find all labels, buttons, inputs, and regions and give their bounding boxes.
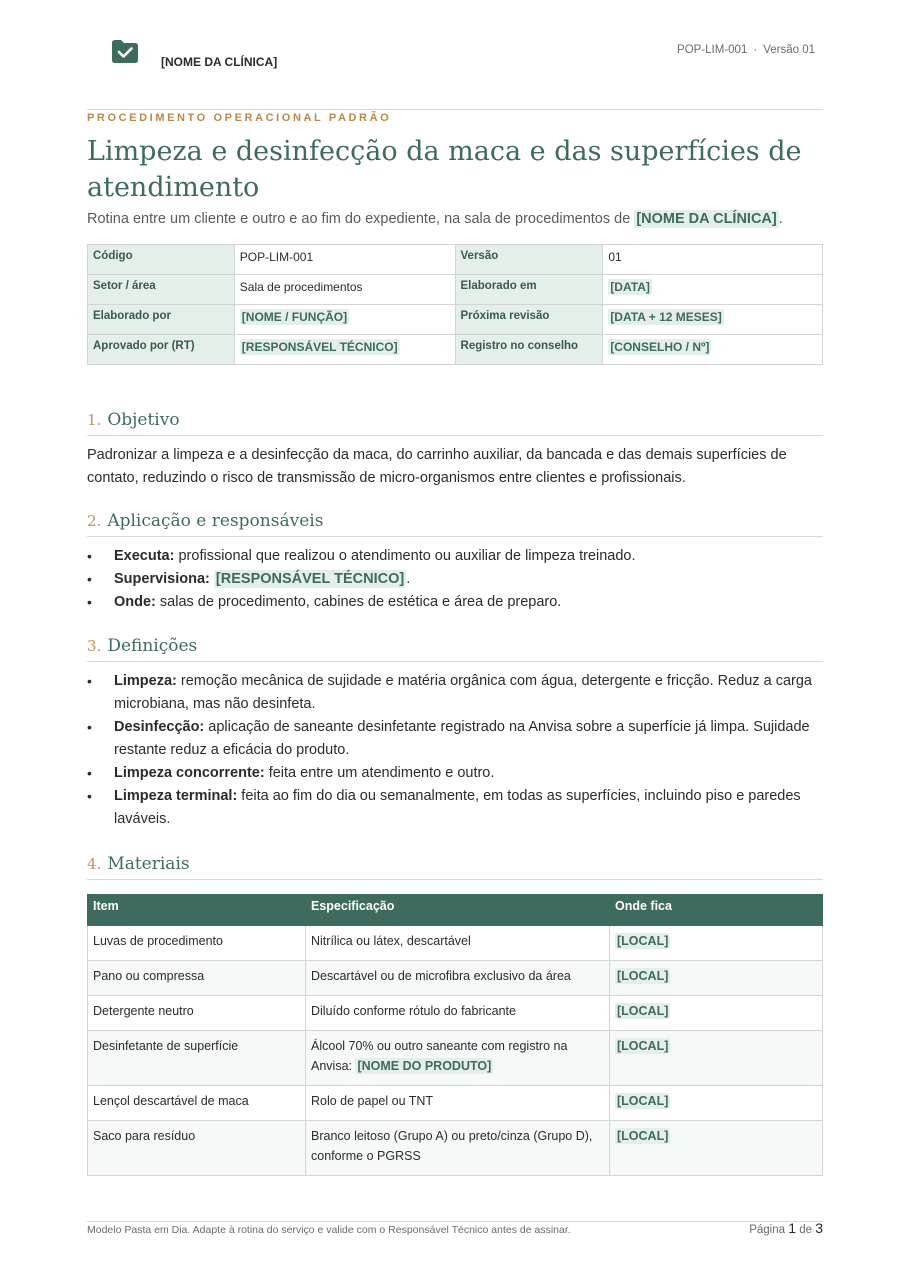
metadata-value xyxy=(603,245,823,275)
specification-text: Branco leitoso (Grupo A) ou preto/cinza (Grupo D), conforme o PGRSS xyxy=(311,1129,593,1163)
header-divider xyxy=(87,109,823,110)
location-cell xyxy=(610,961,823,996)
location-placeholder: [LOCAL] xyxy=(617,1004,669,1018)
document-version: Versão 01 xyxy=(763,44,815,56)
location-cell xyxy=(610,1086,823,1121)
section-heading-definicoes xyxy=(87,636,823,662)
list-item xyxy=(87,670,823,716)
metadata-key: Setor / área xyxy=(88,275,235,305)
specification-cell xyxy=(306,1086,610,1121)
subtitle-text: Rotina entre um cliente e outro e ao fim do expediente, na sala de procedimentos de xyxy=(87,211,635,227)
section-title: Definições xyxy=(107,636,198,656)
metadata-key: Elaborado por xyxy=(88,305,235,335)
clinic-name: [NOME DA CLÍNICA] xyxy=(161,55,278,69)
list-item xyxy=(87,568,823,591)
page-total: 3 xyxy=(815,1220,823,1236)
folder-check-icon xyxy=(111,38,139,64)
document-reference xyxy=(677,44,815,56)
list-item xyxy=(87,716,823,762)
item-label: Executa: xyxy=(114,548,175,564)
item-text: remoção mecânica de sujidade e matéria orgânica com água, detergente e fricção. Reduz a carga microbiana, mas não desinfeta. xyxy=(114,673,812,712)
separator: · xyxy=(753,44,758,56)
item-label: Supervisiona: xyxy=(114,571,210,587)
metadata-key: Elaborado em xyxy=(455,275,603,305)
definitions-list xyxy=(87,670,823,831)
placeholder-value: [RESPONSÁVEL TÉCNICO] xyxy=(241,340,398,354)
table-row xyxy=(88,926,823,961)
location-cell xyxy=(610,1031,823,1086)
section-title: Objetivo xyxy=(107,410,180,430)
page-word: Página xyxy=(749,1224,785,1236)
placeholder-value: [RESPONSÁVEL TÉCNICO] xyxy=(215,571,405,587)
list-item xyxy=(87,545,823,568)
metadata-key: Registro no conselho xyxy=(455,335,603,365)
column-header-location: Onde fica xyxy=(610,895,823,926)
metadata-row xyxy=(88,305,823,335)
objective-paragraph: Padronizar a limpeza e a desinfecção da maca, do carrinho auxiliar, da bancada e das demais superfícies de contato, reduzindo o risco de transmissão de micro-organismos entre clientes e profissionais. xyxy=(87,447,787,486)
metadata-value xyxy=(234,275,455,305)
item-label: Limpeza terminal: xyxy=(114,788,238,804)
metadata-text: POP-LIM-001 xyxy=(239,250,314,264)
location-placeholder: [LOCAL] xyxy=(617,1039,669,1053)
item-label: Desinfecção: xyxy=(114,719,205,735)
section-number: 1. xyxy=(87,411,102,429)
specification-cell xyxy=(306,926,610,961)
metadata-text: Sala de procedimentos xyxy=(239,280,363,294)
specification-text: Álcool 70% ou outro saneante com registro na Anvisa: xyxy=(311,1039,568,1073)
responsibles-list xyxy=(87,545,823,614)
metadata-text: 01 xyxy=(608,250,622,264)
page-current: 1 xyxy=(788,1220,796,1236)
item-label: Limpeza concorrente: xyxy=(114,765,265,781)
specification-text: Nitrílica ou látex, descartável xyxy=(311,934,471,948)
location-placeholder: [LOCAL] xyxy=(617,969,669,983)
section-number: 4. xyxy=(87,855,102,873)
specification-text: Descartável ou de microfibra exclusivo da área xyxy=(311,969,571,983)
specification-cell xyxy=(306,1121,610,1176)
item-label: Onde: xyxy=(114,594,156,610)
metadata-value xyxy=(603,335,823,365)
placeholder-value: [DATA] xyxy=(610,280,650,294)
table-header-row xyxy=(88,895,823,926)
placeholder-value: [DATA + 12 MESES] xyxy=(610,310,722,324)
table-row xyxy=(88,1031,823,1086)
metadata-value xyxy=(234,245,455,275)
materials-table xyxy=(87,894,823,1176)
placeholder-value: [CONSELHO / Nº] xyxy=(610,340,710,354)
item-label: Limpeza: xyxy=(114,673,177,689)
clinic-name-placeholder: [NOME DA CLÍNICA] xyxy=(636,211,777,227)
metadata-row xyxy=(88,275,823,305)
footer-note: Modelo Pasta em Dia. Adapte à rotina do serviço e valide com o Responsável Técnico antes de assinar. xyxy=(87,1224,571,1236)
list-item xyxy=(87,591,823,614)
metadata-value xyxy=(603,275,823,305)
table-row xyxy=(88,961,823,996)
item-text: feita ao fim do dia ou semanalmente, em todas as superfícies, incluindo piso e paredes laváveis. xyxy=(114,788,801,827)
section-title: Aplicação e responsáveis xyxy=(107,511,324,531)
item-cell: Desinfetante de superfície xyxy=(88,1031,306,1086)
specification-cell xyxy=(306,1031,610,1086)
item-text: aplicação de saneante desinfetante registrado na Anvisa sobre a superfície já limpa. Sujidade restante reduz a eficácia do produto. xyxy=(114,719,810,758)
location-placeholder: [LOCAL] xyxy=(617,1129,669,1143)
section-heading-materiais xyxy=(87,854,823,880)
item-cell: Lençol descartável de maca xyxy=(88,1086,306,1121)
document-type-label: PROCEDIMENTO OPERACIONAL PADRÃO xyxy=(87,112,392,124)
table-row xyxy=(88,1121,823,1176)
list-item xyxy=(87,762,823,785)
footer-divider xyxy=(87,1221,823,1222)
item-text: feita entre um atendimento e outro. xyxy=(264,765,495,781)
subtitle-end: . xyxy=(778,211,783,227)
location-cell xyxy=(610,926,823,961)
metadata-key: Versão xyxy=(455,245,603,275)
item-text: profissional que realizou o atendimento ou auxiliar de limpeza treinado. xyxy=(174,548,636,564)
page-number xyxy=(749,1220,823,1236)
item-text: salas de procedimento, cabines de estética e área de preparo. xyxy=(155,594,562,610)
document-metadata-table xyxy=(87,244,823,365)
metadata-value xyxy=(234,335,455,365)
column-header-specification: Especificação xyxy=(306,895,610,926)
list-item xyxy=(87,785,823,831)
metadata-key: Código xyxy=(88,245,235,275)
item-text: . xyxy=(406,571,411,587)
document-code: POP-LIM-001 xyxy=(677,44,748,56)
specification-cell xyxy=(306,996,610,1031)
table-row xyxy=(88,1086,823,1121)
item-cell: Detergente neutro xyxy=(88,996,306,1031)
specification-text: Diluído conforme rótulo do fabricante xyxy=(311,1004,516,1018)
page-subtitle xyxy=(87,211,783,227)
section-heading-aplicacao xyxy=(87,511,823,537)
specification-cell xyxy=(306,961,610,996)
placeholder-value: [NOME / FUNÇÃO] xyxy=(241,310,348,324)
section-title: Materiais xyxy=(107,854,190,874)
metadata-value xyxy=(603,305,823,335)
metadata-row xyxy=(88,245,823,275)
location-placeholder: [LOCAL] xyxy=(617,1094,669,1108)
section-heading-objetivo xyxy=(87,410,823,436)
table-row xyxy=(88,996,823,1031)
metadata-row xyxy=(88,335,823,365)
section-number: 2. xyxy=(87,512,102,530)
page-of: de xyxy=(799,1224,812,1236)
page-title: Limpeza e desinfecção da maca e das superfícies de atendimento xyxy=(87,136,802,203)
location-placeholder: [LOCAL] xyxy=(617,934,669,948)
metadata-key: Próxima revisão xyxy=(455,305,603,335)
section-number: 3. xyxy=(87,637,102,655)
location-cell xyxy=(610,1121,823,1176)
specification-text: Rolo de papel ou TNT xyxy=(311,1094,434,1108)
column-header-item: Item xyxy=(88,895,306,926)
metadata-key: Aprovado por (RT) xyxy=(88,335,235,365)
item-cell: Luvas de procedimento xyxy=(88,926,306,961)
product-name-placeholder: [NOME DO PRODUTO] xyxy=(357,1059,492,1073)
item-cell: Saco para resíduo xyxy=(88,1121,306,1176)
item-cell: Pano ou compressa xyxy=(88,961,306,996)
location-cell xyxy=(610,996,823,1031)
metadata-value xyxy=(234,305,455,335)
